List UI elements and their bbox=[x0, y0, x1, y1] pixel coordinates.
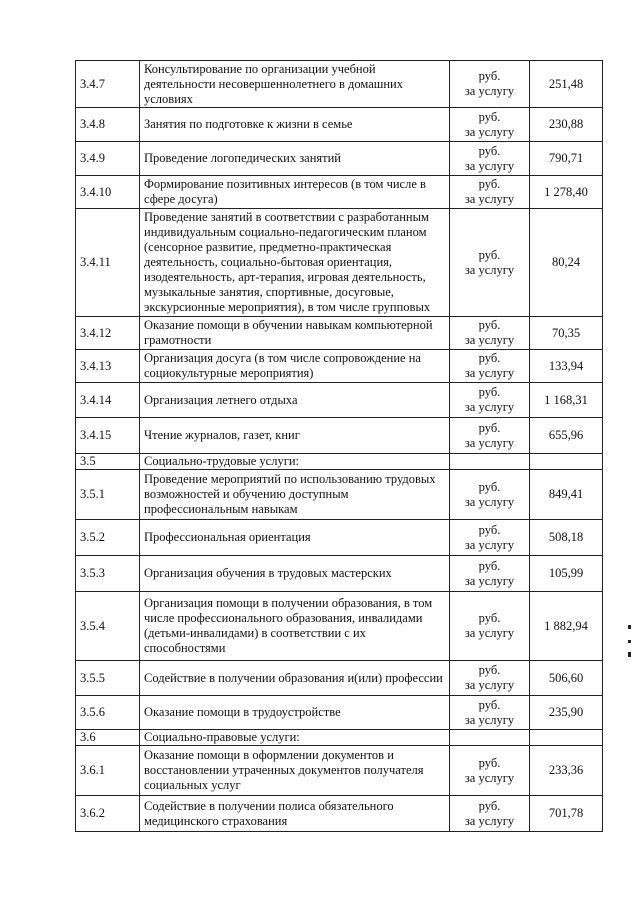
service-code: 3.5.2 bbox=[76, 520, 140, 556]
unit-line1: руб. bbox=[478, 247, 501, 262]
unit-cell bbox=[450, 317, 530, 350]
service-code: 3.4.7 bbox=[76, 61, 140, 108]
price-cell: 70,35 bbox=[530, 317, 603, 350]
unit-line1: руб. bbox=[478, 420, 501, 435]
service-code: 3.5.5 bbox=[76, 661, 140, 696]
section-title: Социально-трудовые услуги: bbox=[140, 454, 450, 470]
service-name: Оказание помощи в трудоустройстве bbox=[140, 696, 450, 730]
unit-cell bbox=[450, 61, 530, 108]
price-cell: 508,18 bbox=[530, 520, 603, 556]
service-name: Проведение мероприятий по использованию трудовых возможностей и обучению доступным профессиональным навыкам bbox=[140, 470, 450, 520]
table-row bbox=[76, 470, 603, 520]
service-name: Чтение журналов, газет, книг bbox=[140, 418, 450, 454]
unit-line1: руб. bbox=[478, 522, 501, 537]
price-cell: 1 168,31 bbox=[530, 383, 603, 418]
unit-cell bbox=[450, 470, 530, 520]
unit-line2: за услугу bbox=[464, 537, 515, 552]
unit-line1: руб. bbox=[478, 611, 501, 625]
unit-line2: за услугу bbox=[464, 712, 515, 727]
price-cell: 230,88 bbox=[530, 108, 603, 142]
section-code: 3.6 bbox=[76, 730, 140, 746]
table-row bbox=[76, 556, 603, 592]
unit-line2: за услугу bbox=[464, 366, 515, 380]
price-cell: 1 278,40 bbox=[530, 176, 603, 209]
price-cell: 655,96 bbox=[530, 418, 603, 454]
table-row bbox=[76, 176, 603, 209]
scan-artifact bbox=[628, 625, 631, 629]
service-code: 3.6.1 bbox=[76, 746, 140, 796]
unit-line2: за услугу bbox=[464, 435, 515, 450]
empty-unit-cell bbox=[450, 454, 530, 470]
unit-line2: за услугу bbox=[464, 400, 515, 414]
price-cell: 849,41 bbox=[530, 470, 603, 520]
unit-line1: руб. bbox=[478, 798, 501, 813]
unit-cell bbox=[450, 696, 530, 730]
service-code: 3.5.1 bbox=[76, 470, 140, 520]
unit-cell bbox=[450, 383, 530, 418]
table-row bbox=[76, 383, 603, 418]
table-row bbox=[76, 796, 603, 832]
price-cell: 701,78 bbox=[530, 796, 603, 832]
unit-line1: руб. bbox=[478, 143, 501, 158]
unit-cell bbox=[450, 209, 530, 317]
service-name: Оказание помощи в обучении навыкам компьютерной грамотности bbox=[140, 317, 450, 350]
service-code: 3.4.10 bbox=[76, 176, 140, 209]
service-code: 3.4.14 bbox=[76, 383, 140, 418]
price-cell: 133,94 bbox=[530, 350, 603, 383]
unit-cell bbox=[450, 142, 530, 176]
unit-line2: за услугу bbox=[464, 158, 515, 173]
unit-line2: за услугу bbox=[464, 124, 515, 139]
unit-line1: руб. bbox=[478, 69, 501, 83]
table-row bbox=[76, 592, 603, 661]
unit-line2: за услугу bbox=[464, 494, 515, 509]
unit-cell bbox=[450, 176, 530, 209]
service-code: 3.4.11 bbox=[76, 209, 140, 317]
table-row bbox=[76, 209, 603, 317]
table-row bbox=[76, 746, 603, 796]
table-row bbox=[76, 61, 603, 108]
price-cell: 790,71 bbox=[530, 142, 603, 176]
empty-price-cell bbox=[530, 454, 603, 470]
table-row bbox=[76, 317, 603, 350]
unit-cell bbox=[450, 796, 530, 832]
unit-line1: руб. bbox=[478, 385, 501, 399]
unit-cell bbox=[450, 556, 530, 592]
unit-line2: за услугу bbox=[464, 573, 515, 588]
service-name: Организация досуга (в том числе сопровождение на социокультурные мероприятия) bbox=[140, 350, 450, 383]
tariff-table-page bbox=[75, 60, 602, 832]
price-cell: 235,90 bbox=[530, 696, 603, 730]
unit-line2: за услугу bbox=[464, 192, 515, 206]
service-code: 3.5.4 bbox=[76, 592, 140, 661]
unit-cell bbox=[450, 108, 530, 142]
service-name: Профессиональная ориентация bbox=[140, 520, 450, 556]
unit-line2: за услугу bbox=[464, 770, 515, 785]
table-row bbox=[76, 418, 603, 454]
empty-unit-cell bbox=[450, 730, 530, 746]
service-name: Оказание помощи в оформлении документов и восстановлении утраченных документов получателя социальных услуг bbox=[140, 746, 450, 796]
service-code: 3.4.8 bbox=[76, 108, 140, 142]
service-name: Проведение занятий в соответствии с разработанным индивидуальным социально-педагогическим планом (сенсорное развитие, предметно-практическая деятельность, социально-бытовая ориентация, изодеятельность, арт-терапия, игровая деятельность, музыкальные занятия, спортивные, досуговые, экскурсионные мероприятия), в том числе групповых bbox=[140, 209, 450, 317]
service-code: 3.5.3 bbox=[76, 556, 140, 592]
unit-line1: руб. bbox=[478, 558, 501, 573]
service-name: Содействие в получении полиса обязательного медицинского страхования bbox=[140, 796, 450, 832]
service-name: Организация летнего отдыха bbox=[140, 383, 450, 418]
price-cell: 80,24 bbox=[530, 209, 603, 317]
unit-line1: руб. bbox=[478, 755, 501, 770]
service-code: 3.6.2 bbox=[76, 796, 140, 832]
unit-line2: за услугу bbox=[464, 84, 515, 98]
service-code: 3.4.12 bbox=[76, 317, 140, 350]
unit-line1: руб. bbox=[478, 109, 501, 124]
service-name: Проведение логопедических занятий bbox=[140, 142, 450, 176]
service-name: Занятия по подготовке к жизни в семье bbox=[140, 108, 450, 142]
unit-line2: за услугу bbox=[464, 813, 515, 828]
table-row bbox=[76, 142, 603, 176]
service-name: Организация обучения в трудовых мастерских bbox=[140, 556, 450, 592]
unit-line2: за услугу bbox=[464, 333, 515, 347]
table-row bbox=[76, 696, 603, 730]
unit-line2: за услугу bbox=[464, 626, 515, 640]
unit-line2: за услугу bbox=[464, 262, 515, 277]
unit-cell bbox=[450, 350, 530, 383]
service-name: Содействие в получении образования и(или) профессии bbox=[140, 661, 450, 696]
service-name: Консультирование по организации учебной деятельности несовершеннолетнего в домашних условиях bbox=[140, 61, 450, 108]
unit-line1: руб. bbox=[478, 479, 501, 494]
unit-cell bbox=[450, 418, 530, 454]
tariff-table bbox=[75, 60, 603, 832]
section-code: 3.5 bbox=[76, 454, 140, 470]
service-name: Формирование позитивных интересов (в том числе в сфере досуга) bbox=[140, 176, 450, 209]
price-cell: 233,36 bbox=[530, 746, 603, 796]
unit-cell bbox=[450, 592, 530, 661]
service-code: 3.5.6 bbox=[76, 696, 140, 730]
section-title: Социально-правовые услуги: bbox=[140, 730, 450, 746]
section-row bbox=[76, 730, 603, 746]
unit-cell bbox=[450, 746, 530, 796]
table-row bbox=[76, 520, 603, 556]
table-row bbox=[76, 108, 603, 142]
price-cell: 1 882,94 bbox=[530, 592, 603, 661]
section-row bbox=[76, 454, 603, 470]
price-cell: 251,48 bbox=[530, 61, 603, 108]
service-code: 3.4.9 bbox=[76, 142, 140, 176]
price-cell: 506,60 bbox=[530, 661, 603, 696]
table-row bbox=[76, 350, 603, 383]
price-cell: 105,99 bbox=[530, 556, 603, 592]
unit-line1: руб. bbox=[478, 663, 501, 677]
service-code: 3.4.15 bbox=[76, 418, 140, 454]
unit-line2: за услугу bbox=[464, 678, 515, 692]
unit-cell bbox=[450, 520, 530, 556]
empty-price-cell bbox=[530, 730, 603, 746]
service-name: Организация помощи в получении образования, в том числе профессионального образования, инвалидами (детьми-инвалидами) в соответствии с их способностями bbox=[140, 592, 450, 661]
table-row bbox=[76, 661, 603, 696]
unit-line1: руб. bbox=[478, 318, 501, 332]
scan-artifact bbox=[628, 640, 631, 643]
unit-line1: руб. bbox=[478, 177, 501, 191]
unit-line1: руб. bbox=[478, 697, 501, 712]
service-code: 3.4.13 bbox=[76, 350, 140, 383]
unit-cell bbox=[450, 661, 530, 696]
unit-line1: руб. bbox=[478, 351, 501, 365]
scan-artifact bbox=[628, 652, 631, 657]
